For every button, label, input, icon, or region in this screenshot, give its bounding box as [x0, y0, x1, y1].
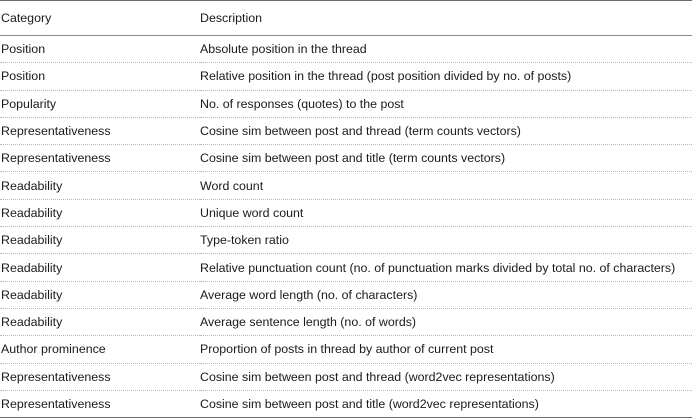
table-row — [0, 145, 692, 172]
description-cell: Average word length (no. of characters) — [200, 287, 418, 302]
table-row — [0, 117, 692, 144]
table-row — [0, 281, 692, 308]
table-row — [0, 90, 692, 117]
description-cell: Absolute position in the thread — [200, 42, 367, 57]
category-cell: Readability — [1, 260, 63, 275]
category-cell: Representativeness — [1, 124, 111, 139]
category-cell: Representativeness — [1, 397, 111, 411]
category-cell: Author prominence — [1, 342, 106, 357]
category-cell: Readability — [1, 178, 63, 193]
table-row — [0, 172, 692, 199]
category-cell: Readability — [1, 205, 63, 220]
category-cell: Representativeness — [1, 151, 111, 166]
table-row — [0, 308, 692, 335]
description-cell: Cosine sim between post and thread (word2vec representations) — [200, 369, 555, 384]
column-header-category: Category — [1, 11, 52, 25]
description-cell: Type-token ratio — [200, 233, 289, 248]
description-cell: Cosine sim between post and title (word2vec representations) — [200, 397, 539, 411]
description-cell: Cosine sim between post and title (term counts vectors) — [200, 151, 506, 166]
description-cell: Average sentence length (no. of words) — [200, 315, 417, 330]
category-cell: Readability — [1, 315, 63, 330]
category-cell: Position — [1, 42, 46, 57]
column-header-description: Description — [200, 11, 262, 25]
table-body — [0, 36, 692, 418]
description-cell: Proportion of posts in thread by author of current post — [200, 342, 494, 357]
category-cell: Representativeness — [1, 369, 111, 384]
table-row — [0, 363, 692, 390]
description-cell: Unique word count — [200, 205, 304, 220]
table-row — [0, 63, 692, 90]
table-row — [0, 390, 692, 417]
description-cell: Cosine sim between post and thread (term counts vectors) — [200, 124, 521, 139]
description-cell: Word count — [200, 178, 264, 193]
category-cell: Popularity — [1, 96, 57, 111]
table-row — [0, 199, 692, 226]
category-cell: Readability — [1, 287, 63, 302]
header-row — [0, 1, 692, 36]
description-cell: Relative position in the thread (post position divided by no. of posts) — [200, 69, 572, 84]
table-header — [0, 1, 692, 36]
category-cell: Readability — [1, 233, 63, 248]
description-cell: No. of responses (quotes) to the post — [200, 96, 404, 111]
table-row — [0, 336, 692, 363]
description-cell: Relative punctuation count (no. of punctuation marks divided by total no. of characters) — [200, 260, 676, 275]
table-row — [0, 227, 692, 254]
table-row — [0, 36, 692, 63]
table-row — [0, 254, 692, 281]
category-cell: Position — [1, 69, 46, 84]
